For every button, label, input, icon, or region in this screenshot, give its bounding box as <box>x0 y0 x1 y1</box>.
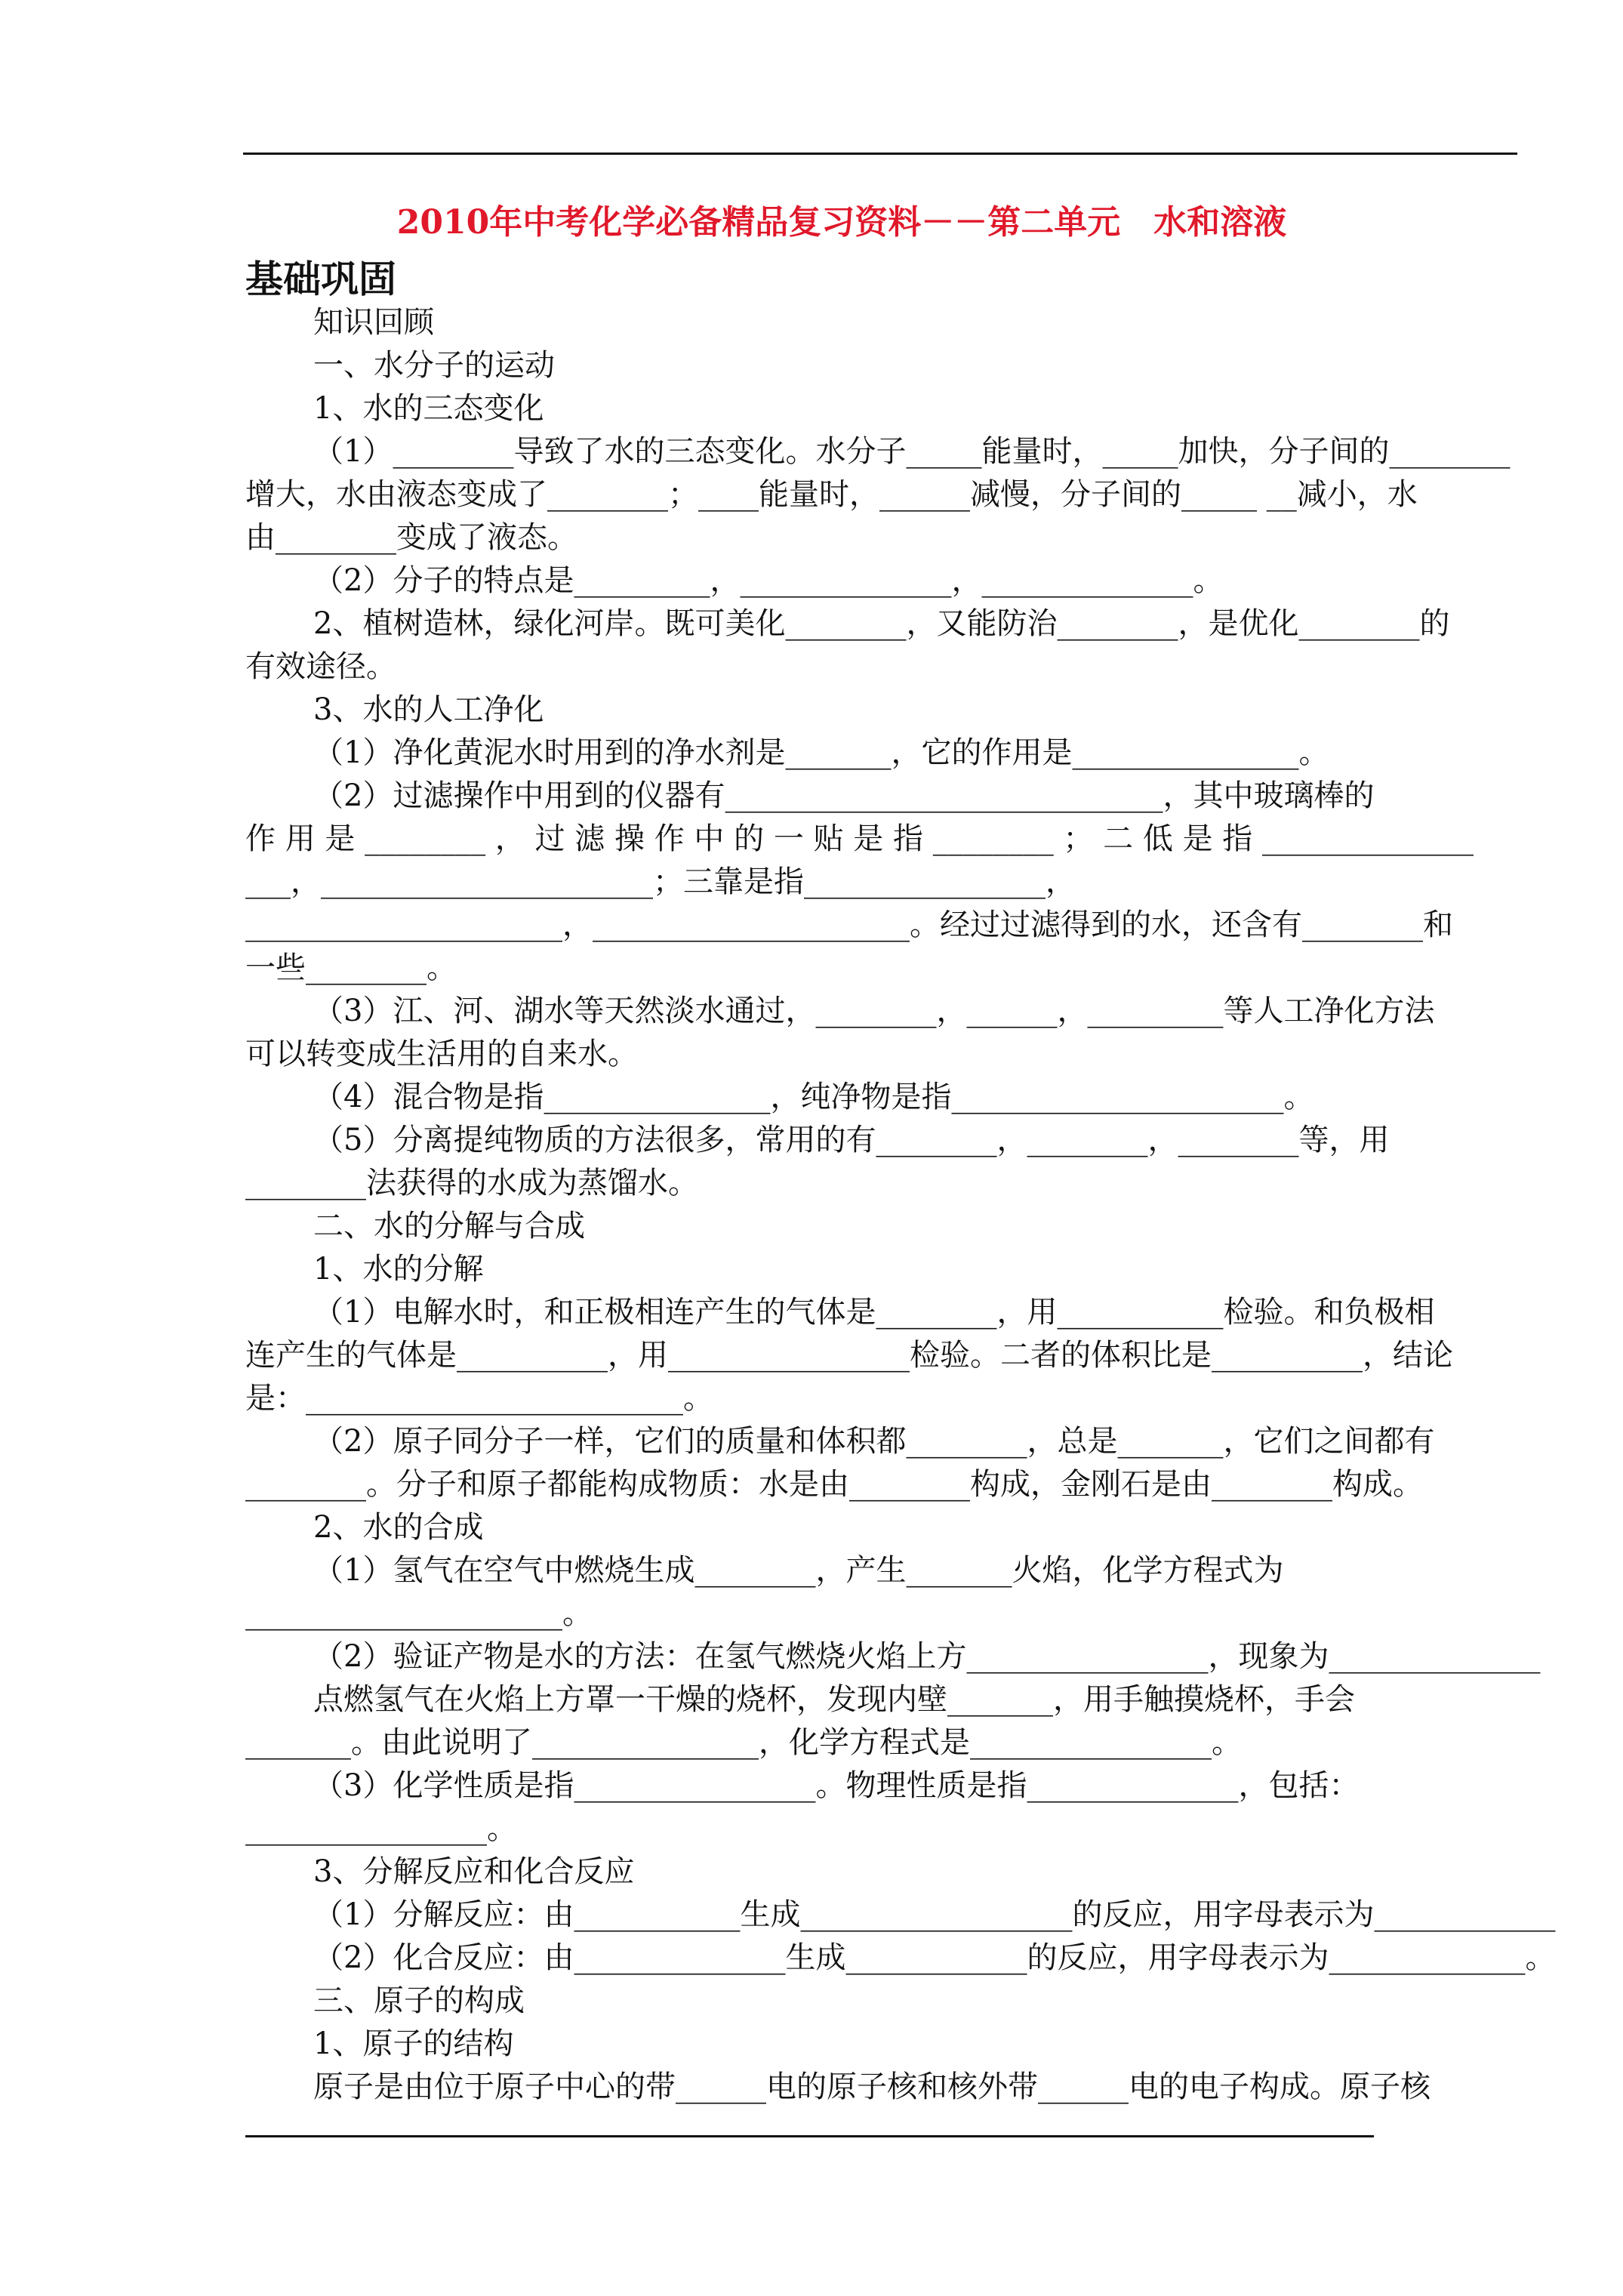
text-line: ___，______________________；三靠是指________________， <box>245 864 1076 899</box>
text-line: （2）分子的特点是_________，______________，______________。 <box>313 563 1224 598</box>
text-line: 2、水的合成 <box>313 1510 484 1545</box>
header-rule <box>243 153 1517 155</box>
text-line: ________________。 <box>245 1811 517 1846</box>
text-line: 三、原子的构成 <box>313 1983 525 2018</box>
text-line: （2）化合反应：由______________生成____________的反应，用字母表示为_____________。 <box>313 1940 1556 1975</box>
text-line: （1）________导致了水的三态变化。水分子_____能量时，_____加快，分子间的________ <box>313 434 1511 469</box>
text-line: （3）江、河、湖水等天然淡水通过，________，______，_________等人工净化方法 <box>313 994 1435 1028</box>
text-line: （1）氢气在空气中燃烧生成________，产生_______火焰，化学方程式为 <box>313 1553 1284 1588</box>
text-line: 连产生的气体是__________，用________________检验。二者的体积比是__________，结论 <box>245 1338 1453 1373</box>
text-line: 增大，水由液态变成了________；____能量时，______减慢，分子间的_____ __减小，水 <box>245 477 1418 512</box>
text-line: 1、原子的结构 <box>313 2026 514 2061</box>
text-line: （3）化学性质是指________________。物理性质是指______________，包括： <box>313 1768 1360 1803</box>
text-line: 是：_________________________。 <box>245 1381 713 1416</box>
text-line: （5）分离提纯物质的方法很多，常用的有________，________，________等，用 <box>313 1123 1390 1157</box>
text-line: 一、水分子的运动 <box>313 348 555 383</box>
text-line: （2）验证产物是水的方法：在氢气燃烧火焰上方________________，现象为______________ <box>313 1639 1541 1674</box>
text-line: _____________________，_____________________。经过过滤得到的水，还含有________和 <box>245 908 1453 942</box>
text-line: 3、水的人工净化 <box>313 692 544 727</box>
text-line: ________。分子和原子都能构成物质：水是由________构成，金刚石是由________构成。 <box>245 1467 1423 1502</box>
text-line: 一些________。 <box>245 951 457 985</box>
text-line: （1）净化黄泥水时用到的净水剂是_______，它的作用是_______________。 <box>313 735 1329 770</box>
text-line: （4）混合物是指_______________，纯净物是指______________________。 <box>313 1080 1314 1114</box>
text-line: 可以转变成生活用的自来水。 <box>245 1037 638 1071</box>
text-line: 作 用 是 ________ ， 过 滤 操 作 中 的 一 贴 是 指 ________ ； 二 低 是 指 ______________ <box>245 821 1474 856</box>
text-line: 1、水的三态变化 <box>313 391 544 426</box>
text-line: （1）分解反应：由___________生成__________________的反应，用字母表示为____________ <box>313 1897 1556 1932</box>
text-line: ________法获得的水成为蒸馏水。 <box>245 1166 698 1200</box>
text-line: 2、植树造林，绿化河岸。既可美化________，又能防治________，是优化________的 <box>313 606 1450 641</box>
text-line: （2）过滤操作中用到的仪器有_____________________________，其中玻璃棒的 <box>313 778 1375 813</box>
footer-rule <box>245 2135 1374 2137</box>
text-line: 3、分解反应和化合反应 <box>313 1854 635 1889</box>
text-line: _______。由此说明了_______________，化学方程式是________________。 <box>245 1725 1242 1760</box>
text-line: 原子是由位于原子中心的带______电的原子核和核外带______电的电子构成。原子核 <box>313 2069 1431 2104</box>
text-line: 点燃氢气在火焰上方罩一干燥的烧杯，发现内壁_______，用手触摸烧杯，手会 <box>313 1682 1355 1717</box>
text-line: 由________变成了液态。 <box>245 520 577 555</box>
text-line: _____________________。 <box>245 1596 593 1631</box>
section-heading: 基础巩固 <box>245 257 396 301</box>
text-line: 二、水的分解与合成 <box>313 1209 585 1244</box>
text-line: （1）电解水时，和正极相连产生的气体是________，用___________检验。和负极相 <box>313 1295 1435 1330</box>
document-title: 2010年中考化学必备精品复习资料－－第二单元 水和溶液 <box>396 203 1287 242</box>
text-line: 知识回顾 <box>313 305 434 340</box>
text-line: 有效途径。 <box>245 649 396 684</box>
text-line: 1、水的分解 <box>313 1252 484 1287</box>
text-line: （2）原子同分子一样，它们的质量和体积都________，总是_______，它们之间都有 <box>313 1424 1435 1459</box>
